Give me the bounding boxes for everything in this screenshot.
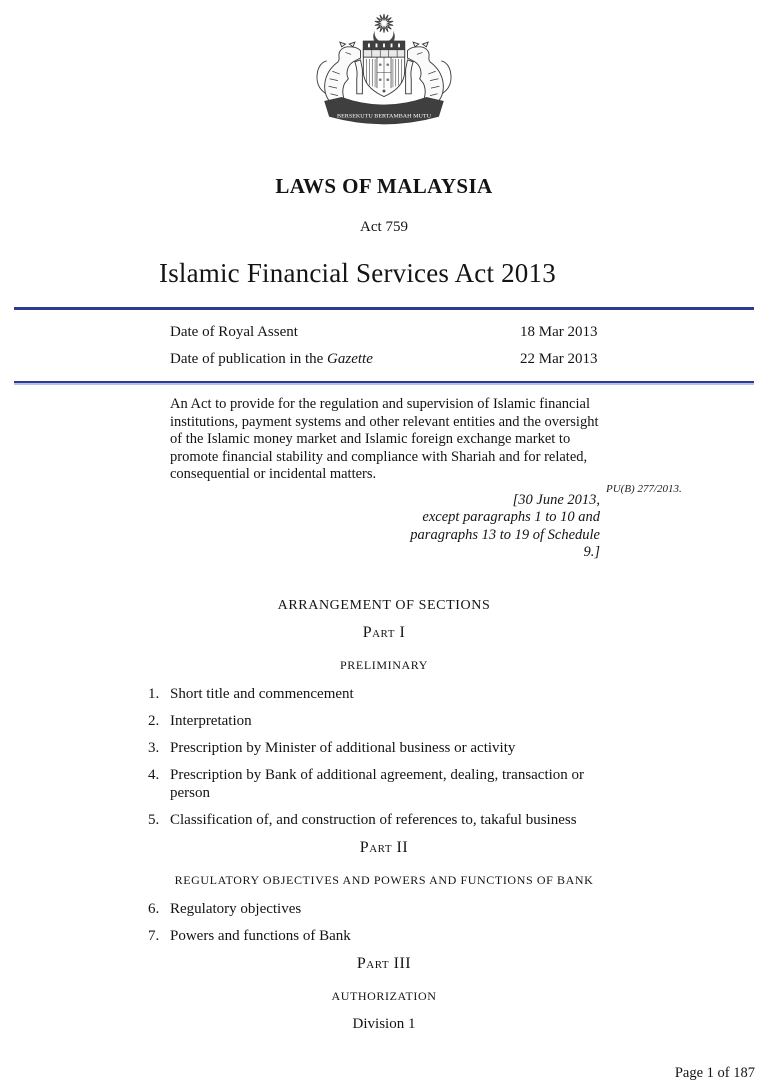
part-2-heading: REGULATORY OBJECTIVES AND POWERS AND FUNCTIONS OF BANK	[174, 872, 594, 887]
section-title: Prescription by Bank of additional agreement, dealing, transaction or person	[170, 766, 585, 801]
crest-motto-text: BERSEKUTU BERTAMBAH MUTU	[337, 113, 432, 120]
section-title: Prescription by Minister of additional business or activity	[170, 739, 516, 756]
section-number: 1.	[148, 685, 160, 702]
royal-assent-label: Date of Royal Assent	[170, 324, 298, 340]
act-title: Islamic Financial Services Act 2013	[159, 258, 556, 288]
section-number: 6.	[148, 900, 160, 917]
divider-bottom	[14, 381, 754, 383]
section-number: 4.	[148, 766, 160, 783]
toc-part-2	[148, 900, 620, 945]
gazette-reference: PU(B) 277/2013.	[606, 483, 682, 495]
toc-item-2	[148, 712, 620, 730]
commencement-line: except paragraphs 1 to 10 and	[422, 509, 600, 526]
division-1-label: Division 1	[352, 1015, 416, 1032]
publication-value: 22 Mar 2013	[520, 351, 598, 367]
jurisdiction-heading: LAWS OF MALAYSIA	[275, 174, 493, 198]
publication-label-prefix: Date of publication in the	[170, 351, 328, 367]
part-3-label: Part III	[356, 954, 412, 972]
page-indicator: Page 1 of 187	[674, 1065, 755, 1081]
commencement-citation	[0, 492, 600, 562]
preamble-text: An Act to provide for the regulation and supervision of Islamic financial institutions, payment systems and other relevant entities and the oversight of the Islamic money market and Islamic foreign exchange market to promote financial stability and compliance with Shariah and for related, consequential or incidental matters.	[170, 396, 599, 483]
toc-item-7	[148, 927, 620, 945]
toc-item-6	[148, 900, 620, 918]
part-2-label: Part II	[359, 838, 409, 856]
act-number: Act 759	[360, 219, 408, 235]
shield-icon	[363, 41, 404, 96]
section-title: Short title and commencement	[170, 685, 354, 702]
section-title: Interpretation	[170, 712, 252, 729]
part-1-label: Part I	[362, 623, 406, 641]
malaysia-coat-of-arms	[0, 0, 768, 142]
commencement-line: [30 June 2013,	[512, 491, 600, 508]
section-title: Classification of, and construction of references to, takaful business	[170, 811, 577, 828]
royal-assent-value: 18 Mar 2013	[520, 324, 598, 340]
publication-row	[170, 346, 620, 373]
toc-part-1	[148, 685, 620, 829]
section-number: 5.	[148, 811, 160, 828]
publication-label	[170, 346, 520, 373]
motto-ribbon	[325, 98, 443, 124]
section-number: 7.	[148, 927, 160, 944]
royal-assent-row	[170, 319, 620, 346]
section-number: 3.	[148, 739, 160, 756]
toc-item-4	[148, 766, 620, 802]
part-3-heading: AUTHORIZATION	[331, 988, 437, 1003]
section-title: Regulatory objectives	[170, 900, 302, 917]
toc-item-1	[148, 685, 620, 703]
toc-item-3	[148, 739, 620, 757]
publication-label-gazette: Gazette	[327, 351, 373, 367]
commencement-line: paragraphs 13 to 19 of Schedule	[410, 526, 600, 543]
toc-item-5	[148, 811, 620, 829]
part-1-heading: PRELIMINARY	[340, 657, 428, 672]
coat-of-arms-icon	[304, 13, 464, 137]
arrangement-title: ARRANGEMENT OF SECTIONS	[277, 597, 491, 613]
section-title: Powers and functions of Bank	[170, 927, 351, 944]
dates-table	[148, 310, 620, 381]
commencement-line: 9.]	[583, 544, 600, 561]
section-number: 2.	[148, 712, 160, 729]
